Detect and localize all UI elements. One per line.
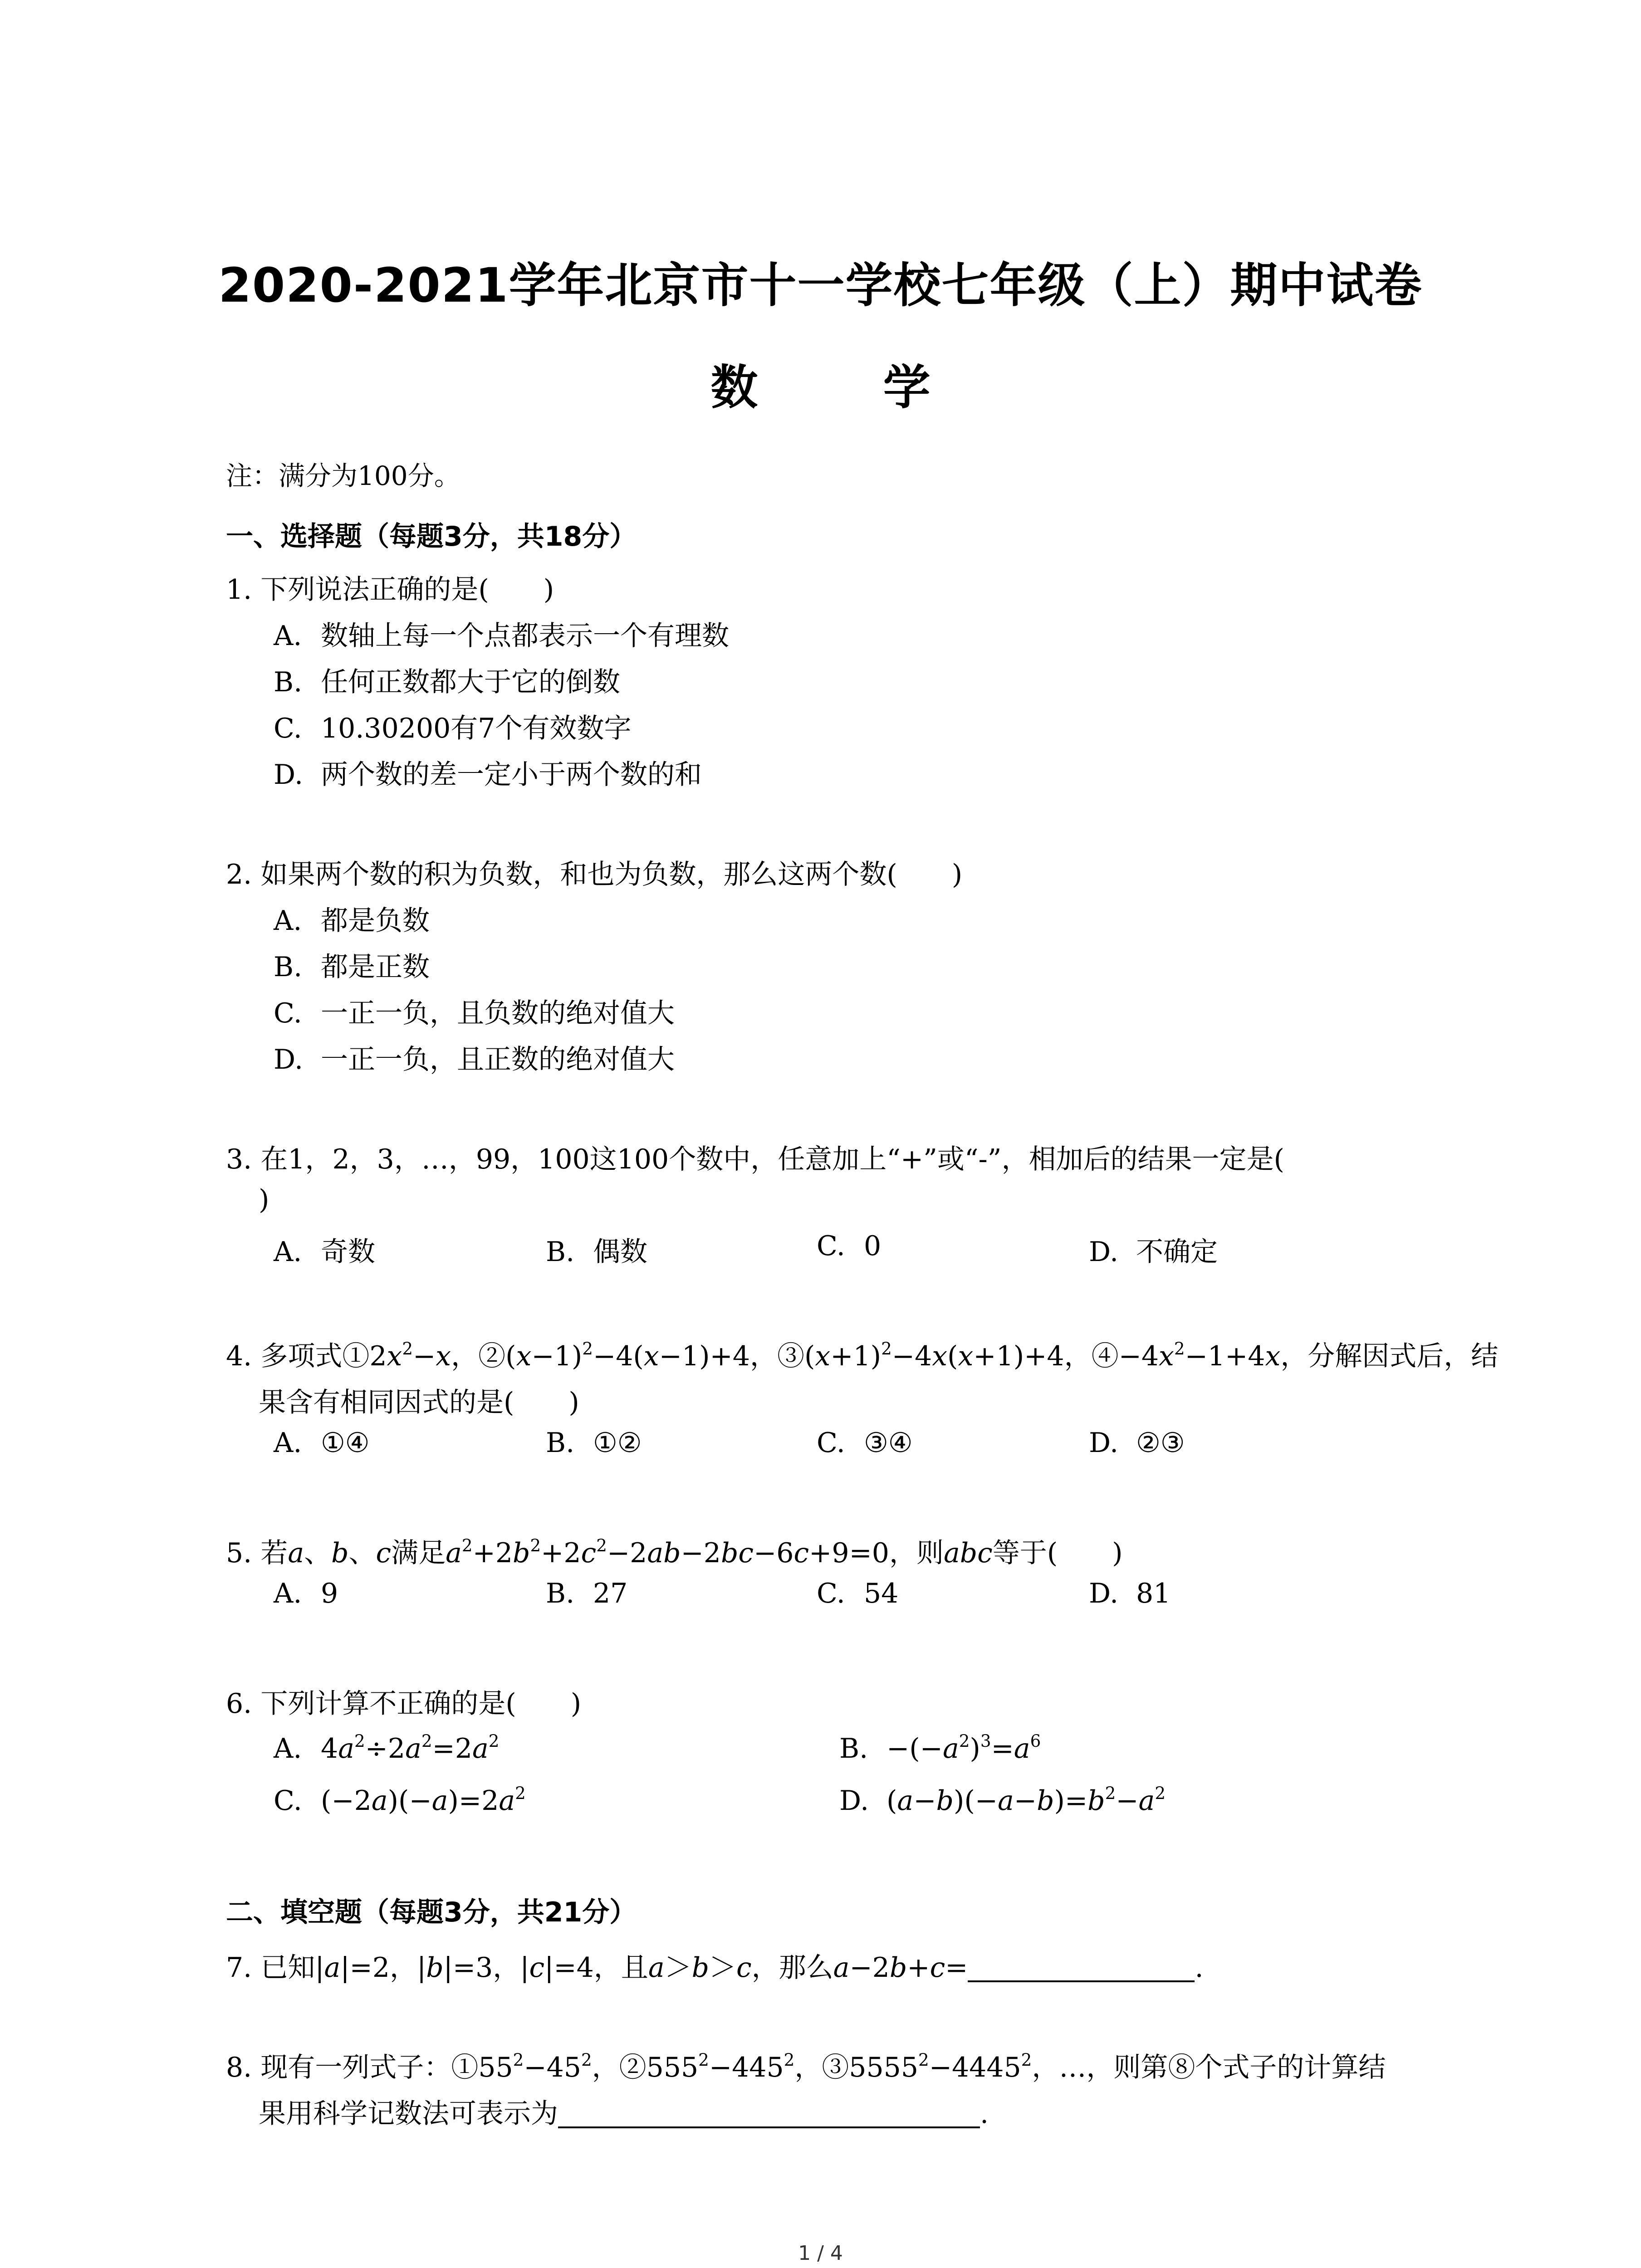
answer-blank[interactable]: [558, 2098, 980, 2128]
question-4-option-d: D. ②③: [1089, 1427, 1185, 1459]
question-4-option-b: B. ①②: [546, 1427, 642, 1459]
subject-title: 数 学: [710, 360, 985, 415]
question-2-stem: 2. 如果两个数的积为负数，和也为负数，那么这两个数( ): [226, 859, 963, 890]
section-heading-choice: 一、选择题（每题3分，共18分）: [226, 521, 637, 552]
question-1-stem: 1. 下列说法正确的是( ): [226, 574, 554, 606]
question-5-stem: 5. 若a、b、c满足$a^2+2b^2+2c^2-2ab-2bc-6c+9=0$，则abc等于( ): [226, 1535, 1123, 1569]
question-6-option-c: C. $(-2a)(-a)=2a^2$: [274, 1783, 526, 1817]
question-6-option-b: B. $-(-a^2)^3=a^6$: [839, 1730, 1041, 1765]
question-3-option-c: C. 0: [817, 1230, 882, 1262]
question-2-option-c: C. 一正一负，且负数的绝对值大: [274, 997, 675, 1029]
question-6-option-d: D. $(a-b)(-a-b)=b^2-a^2$: [839, 1783, 1166, 1817]
question-8-stem: 8. 现有一列式子：$①55^2-45^2$，$②555^2-445^2$，$③5555^2-4445^2$，…，则第⑧个式子的计算结: [226, 2049, 1386, 2083]
page-number: 1 / 4: [798, 2242, 843, 2265]
question-4-stem-continued: 果含有相同因式的是( ): [259, 1387, 579, 1418]
score-note: 注：满分为100分。: [226, 460, 460, 491]
question-4-option-c: C. ③④: [817, 1427, 913, 1459]
question-5-option-b: B. 27: [546, 1578, 628, 1609]
question-1-option-b: B. 任何正数都大于它的倒数: [274, 666, 620, 698]
question-3-option-b: B. 偶数: [546, 1236, 647, 1268]
question-5-option-a: A. 9: [274, 1578, 338, 1609]
question-2-option-b: B. 都是正数: [274, 951, 430, 983]
question-5-option-c: C. 54: [817, 1578, 899, 1609]
question-1-option-c: C. 10.30200有7个有效数字: [274, 713, 632, 744]
question-1-option-a: A. 数轴上每一个点都表示一个有理数: [274, 620, 729, 652]
question-5-option-d: D. 81: [1089, 1578, 1171, 1609]
page-title: 2020-2021学年北京市十一学校七年级（上）期中试卷: [218, 258, 1423, 313]
section-heading-fill-blank: 二、填空题（每题3分，共21分）: [226, 1897, 637, 1928]
question-1-option-d: D. 两个数的差一定小于两个数的和: [274, 759, 702, 791]
question-3-option-a: A. 奇数: [274, 1236, 375, 1268]
question-3-stem: 3. 在1，2，3，…，99，100这100个数中，任意加上“+”或“-”，相加后的结果一定是(: [226, 1144, 1284, 1175]
question-2-option-d: D. 一正一负，且正数的绝对值大: [274, 1044, 675, 1075]
question-3-option-d: D. 不确定: [1089, 1236, 1218, 1268]
question-7-stem: 7. 已知|a|=2，|b|=3，|c|=4，且a＞b＞c，那么a−2b+c= .: [226, 1952, 1204, 1984]
question-6-option-a: A. $4a^2\div 2a^2=2a^2$: [274, 1730, 500, 1765]
question-4-option-a: A. ①④: [274, 1427, 370, 1459]
answer-blank[interactable]: [968, 1952, 1195, 1982]
question-3-stem-continued: ): [259, 1184, 269, 1216]
question-6-stem: 6. 下列计算不正确的是( ): [226, 1688, 582, 1720]
question-2-option-a: A. 都是负数: [274, 905, 430, 937]
question-8-stem-continued: 果用科学记数法可表示为 .: [259, 2098, 989, 2130]
question-4-stem: 4. 多项式$①2x^2-x$，$②(x-1)^2-4(x-1)+4$，$③(x+1)^2-4x(x+1)+4$，$④-4x^2-1+4x$，分解因式后，结: [226, 1338, 1499, 1372]
